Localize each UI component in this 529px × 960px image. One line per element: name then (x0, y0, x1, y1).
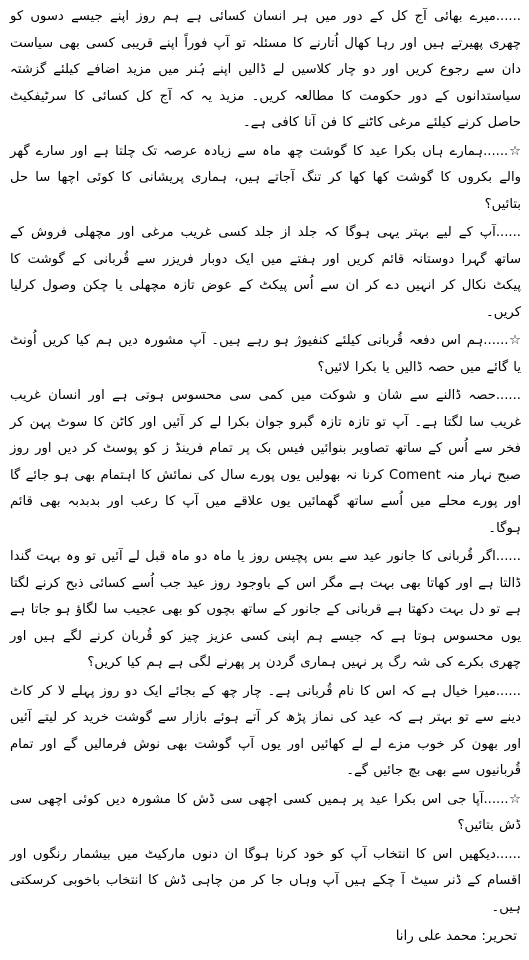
question-paragraph-3: ......اگر قُربانی کا جانور عید سے بس پچیس روز یا ماہ دو ماہ قبل لے آئیں تو وہ بہت گندا ڈالتا ہے اور کھاتا بھی بہت ہے مگر اس کے باوجود روز عید جب اُسے کسائی ذبح کرنے لگتا ہے تو دل بہت دکھتا ہے قربانی کے جانور کے ساتھ بچوں کو بھی عجیب سا لگاؤ ہو جاتا ہے یوں محسوس ہوتا ہے کہ جیسے ہم اپنی کسی عزیز چیز کو قُربان کرنے لگے ہیں اور چھری بکرے کی شہ رگ پر نہیں ہماری گردن پر پھرنے لگی ہے ہم کیا کریں؟ (10, 549, 521, 670)
answer-paragraph-2: ......آپ کے لیے بہتر یہی ہوگا کہ جلد از جلد کسی غریب مرغی اور مچھلی فروش کے ساتھ گہرا دوستانہ قائم کریں اور ہفتے میں ایک دوبار فریزر سے قُربانی کے گوشت کا پیکٹ نکال کر انہیں دے کر ان سے اُس پیکٹ کے عوض تازہ مچھلی یا چکن وصول کرلیا کریں۔ (10, 225, 521, 320)
author-byline: تحریر: محمد علی رانا (395, 928, 517, 944)
comment-word: Coment (388, 467, 441, 483)
answer-paragraph-1: ......میرے بھائی آج کل کے دور میں ہر انسان کسائی ہے ہم روز اپنے جیسے دسوں کو چھری پھیرتے ہیں اور رہا کھال اُتارنے کا مسئلہ تو آپ فوراً اپنے قریبی کسی بھی سیاست دان سے رجوع کریں اور دو چار کلاسیں لے ڈالیں اپنے ہُنر میں مزید اضافے کیلئے گزشتہ سیاستدانوں کے دور حکومت کا مطالعہ کریں۔ مزید یہ کہ آج کل کسائی کا سرٹیفکیٹ حاصل کرنے کیلئے مرغی کاٹنے کا فن آنا کافی ہے۔ (10, 9, 521, 130)
question-paragraph-4: ☆......آپا جی اس بکرا عید پر ہمیں کسی اچھی سی ڈش کا مشورہ دیں کوئی اچھی سی ڈش بتائیں؟ (10, 791, 521, 833)
answer-paragraph-3 (10, 383, 521, 542)
question-paragraph-2: ☆......ہم اس دفعہ قُربانی کیلئے کنفیوژ ہو رہے ہیں۔ آپ مشورہ دیں ہم کیا کریں اُونٹ یا گائے میں حصہ ڈالیں یا بکرا لائیں؟ (10, 333, 521, 375)
answer-paragraph-3-tail: کرنا نہ بھولیں یوں پورے سال کی نمائش کا اہتمام بھی ہو جائے گا اور پورے محلے میں اُسے ساتھ گھمائیں یوں علاقے میں آپ کا رعب اور بدبدبہ بھی قائم ہوگا۔ (10, 467, 521, 536)
answer-paragraph-5: ......دیکھیں اس کا انتخاب آپ کو خود کرنا ہوگا ان دنوں مارکیٹ میں بیشمار رنگوں اور اقسام کے ڈنر سیٹ آ چکے ہیں آپ وہاں جا کر من چاہی ڈش کا انتخاب باخوبی کرسکتی ہیں۔ (10, 846, 521, 915)
answer-paragraph-4: ......میرا خیال ہے کہ اس کا نام قُربانی ہے۔ چار چھ کے بجائے ایک دو روز پہلے لا کر کاٹ دینے سے تو بہتر ہے کہ عید کی نماز پڑھ کر آتے ہوئے بازار سے گوشت خرید کر لیتے آئیں اور بھون کر خوب مزے لے لے کھائیں اور یوں آپ گوشت بھی نوش فرمالیں گے اور تمام قُربانیوں سے بھی بچ جائیں گے۔ (10, 683, 521, 778)
answer-paragraph-3-text: ......حصہ ڈالنے سے شان و شوکت میں کمی سی محسوس ہوتی ہے اور انسان غریب غریب سا لگتا ہے۔ آپ تو تازہ تازہ گبرو جوان بکرا لے کر آئیں اور کاٹن کا سوٹ پہن کر فخر سے اُس کے ساتھ تصاویر بنوائیں فیس بک پر تمام فرینڈ ز کو پوسٹ کر دیں اور روز صبح نہار منہ (10, 388, 521, 483)
question-paragraph-1: ☆......ہمارے ہاں بکرا عید کا گوشت چھ ماہ سے زیادہ عرصہ تک چلتا ہے اور سارے گھر والے بکروں کا گوشت کھا کھا کر تنگ آجاتے ہیں، ہماری پریشانی کا کوئی اچھا سا حل بتائیں؟ (10, 143, 521, 212)
